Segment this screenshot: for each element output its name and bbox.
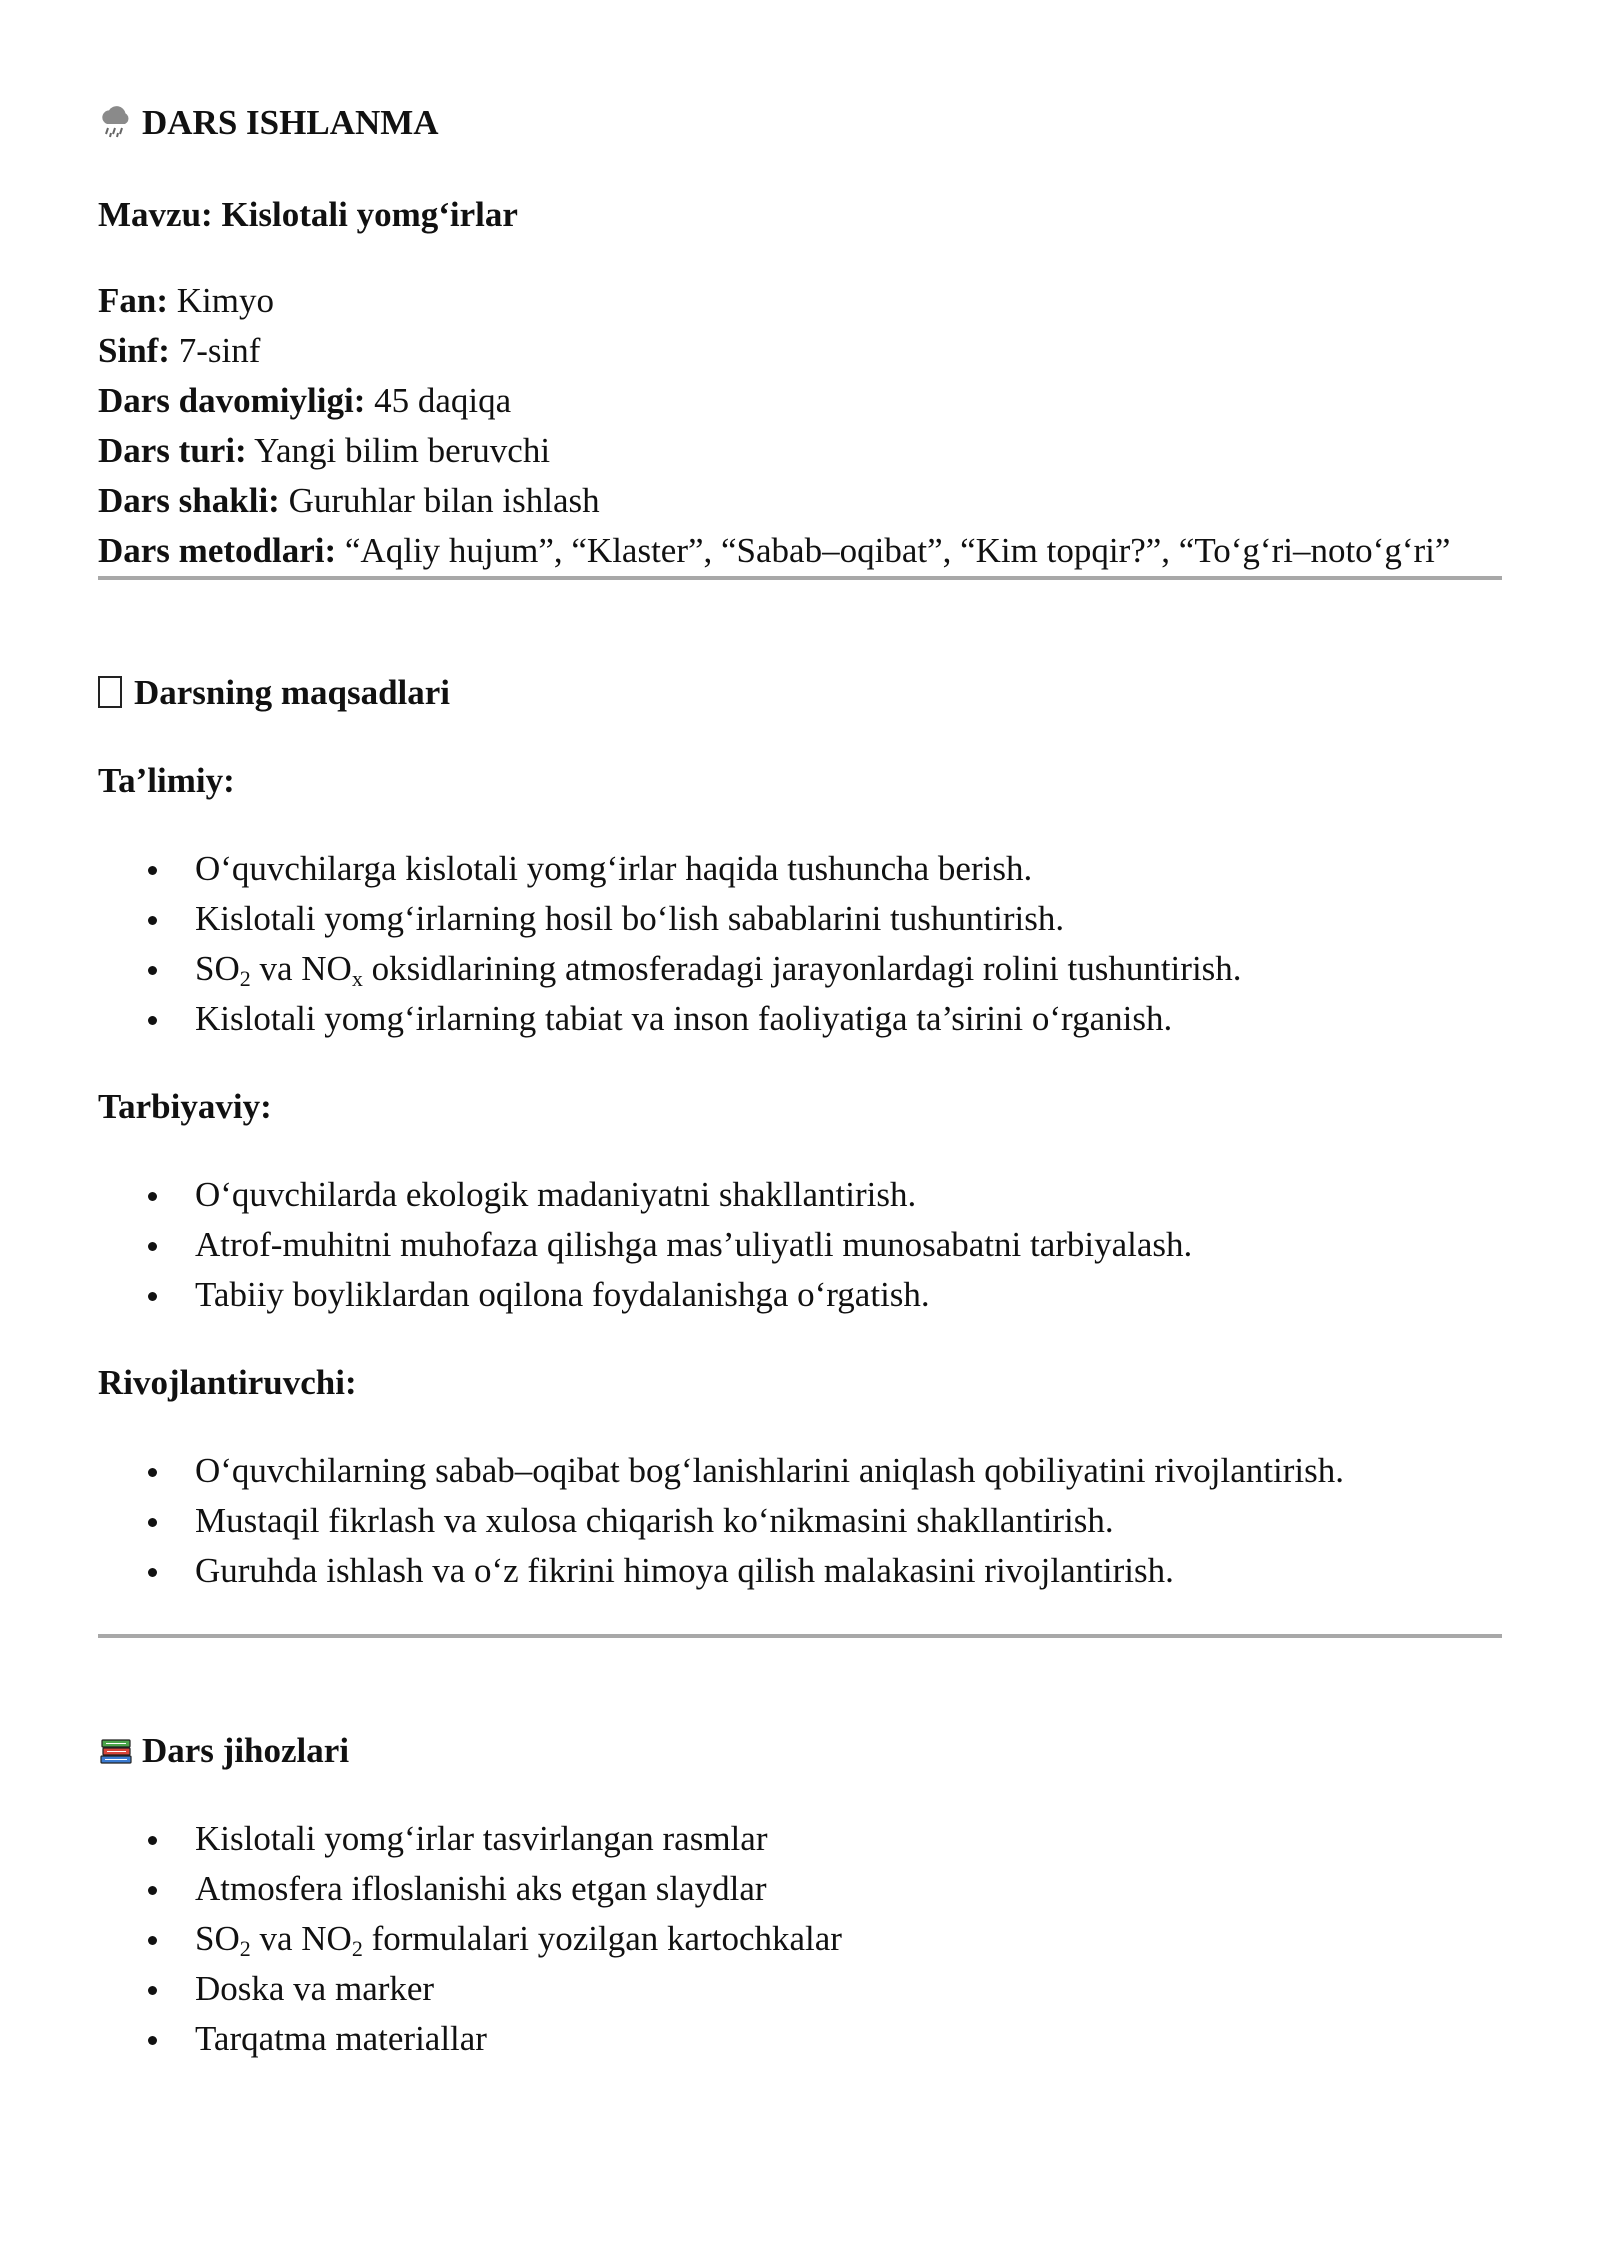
educational-heading: Ta’limiy: xyxy=(98,761,235,800)
list-item: Mustaqil fikrlash va xulosa chiqarish ko‘nikmasini shakllantirish. xyxy=(98,1496,1502,1546)
formula-subscript: 2 xyxy=(351,1936,363,1961)
upbringing-heading: Tarbiyaviy: xyxy=(98,1087,272,1126)
meta-form xyxy=(98,476,1502,526)
list-item: O‘quvchilarga kislotali yomg‘irlar haqida tushuncha berish. xyxy=(98,844,1502,894)
goals-heading xyxy=(98,668,1502,718)
developmental-list xyxy=(98,1446,1502,1596)
equipment-list xyxy=(98,1814,1502,2064)
meta-grade xyxy=(98,326,1502,376)
meta-value: “Aqliy hujum”, “Klaster”, “Sabab–oqibat”, “Kim topqir?”, “To‘g‘ri–noto‘g‘ri” xyxy=(344,531,1451,570)
meta-methods xyxy=(98,526,1502,576)
meta-value: 45 daqiqa xyxy=(374,381,512,420)
developmental-heading: Rivojlantiruvchi: xyxy=(98,1363,357,1402)
lesson-subject xyxy=(98,190,1502,240)
list-item: Guruhda ishlash va o‘z fikrini himoya qilish malakasini rivojlantirish. xyxy=(98,1546,1502,1596)
meta-value: Yangi bilim beruvchi xyxy=(254,431,551,470)
item-text: oksidlarining atmosferadagi jarayonlardagi rolini tushuntirish. xyxy=(362,949,1242,988)
equipment-title: Dars jihozlari xyxy=(142,1731,350,1770)
section-divider xyxy=(98,1634,1502,1638)
meta-label: Dars metodlari: xyxy=(98,531,337,570)
list-item: Atrof-muhitni muhofaza qilishga mas’uliyatli munosabatni tarbiyalash. xyxy=(98,1220,1502,1270)
books-icon xyxy=(98,1732,134,1768)
list-item: Tarqatma materiallar xyxy=(98,2014,1502,2064)
formula-text: va NO xyxy=(250,949,352,988)
subject-label: Mavzu: xyxy=(98,195,213,234)
lesson-meta xyxy=(98,276,1502,576)
goals-title: Darsning maqsadlari xyxy=(134,673,451,712)
list-item: Kislotali yomg‘irlarning hosil bo‘lish sabablarini tushuntirish. xyxy=(98,894,1502,944)
cloud-rain-icon xyxy=(98,104,134,140)
formula-subscript: x xyxy=(351,966,363,991)
document-title xyxy=(98,98,1502,148)
equipment-heading xyxy=(98,1726,1502,1776)
meta-subject xyxy=(98,276,1502,326)
list-item: Doska va marker xyxy=(98,1964,1502,2014)
list-item: Kislotali yomg‘irlar tasvirlangan rasmlar xyxy=(98,1814,1502,1864)
meta-type xyxy=(98,426,1502,476)
meta-value: 7-sinf xyxy=(178,331,261,370)
formula-subscript: 2 xyxy=(239,1936,251,1961)
upbringing-list xyxy=(98,1170,1502,1320)
list-item xyxy=(98,944,1502,994)
formula-subscript: 2 xyxy=(239,966,251,991)
list-item: Kislotali yomg‘irlarning tabiat va inson faoliyatiga ta’sirini o‘rganish. xyxy=(98,994,1502,1044)
formula-text: va NO xyxy=(250,1919,352,1958)
list-item: Tabiiy boyliklardan oqilona foydalanishga o‘rgatish. xyxy=(98,1270,1502,1320)
title-text: DARS ISHLANMA xyxy=(142,103,439,142)
meta-duration xyxy=(98,376,1502,426)
list-item: O‘quvchilarda ekologik madaniyatni shakllantirish. xyxy=(98,1170,1502,1220)
meta-label: Dars shakli: xyxy=(98,481,280,520)
section-divider xyxy=(98,576,1502,580)
subject-value: Kislotali yomg‘irlar xyxy=(221,195,518,234)
meta-label: Dars turi: xyxy=(98,431,247,470)
meta-label: Dars davomiyligi: xyxy=(98,381,366,420)
meta-value: Guruhlar bilan ishlash xyxy=(288,481,600,520)
target-icon xyxy=(98,676,122,708)
list-item xyxy=(98,1914,1502,1964)
list-item: O‘quvchilarning sabab–oqibat bog‘lanishlarini aniqlash qobiliyatini rivojlantirish. xyxy=(98,1446,1502,1496)
formula-text: SO xyxy=(195,949,240,988)
item-text: formulalari yozilgan kartochkalar xyxy=(362,1919,842,1958)
educational-list xyxy=(98,844,1502,1044)
meta-label: Sinf: xyxy=(98,331,170,370)
formula-text: SO xyxy=(195,1919,240,1958)
meta-value: Kimyo xyxy=(176,281,274,320)
meta-label: Fan: xyxy=(98,281,168,320)
list-item: Atmosfera ifloslanishi aks etgan slaydlar xyxy=(98,1864,1502,1914)
